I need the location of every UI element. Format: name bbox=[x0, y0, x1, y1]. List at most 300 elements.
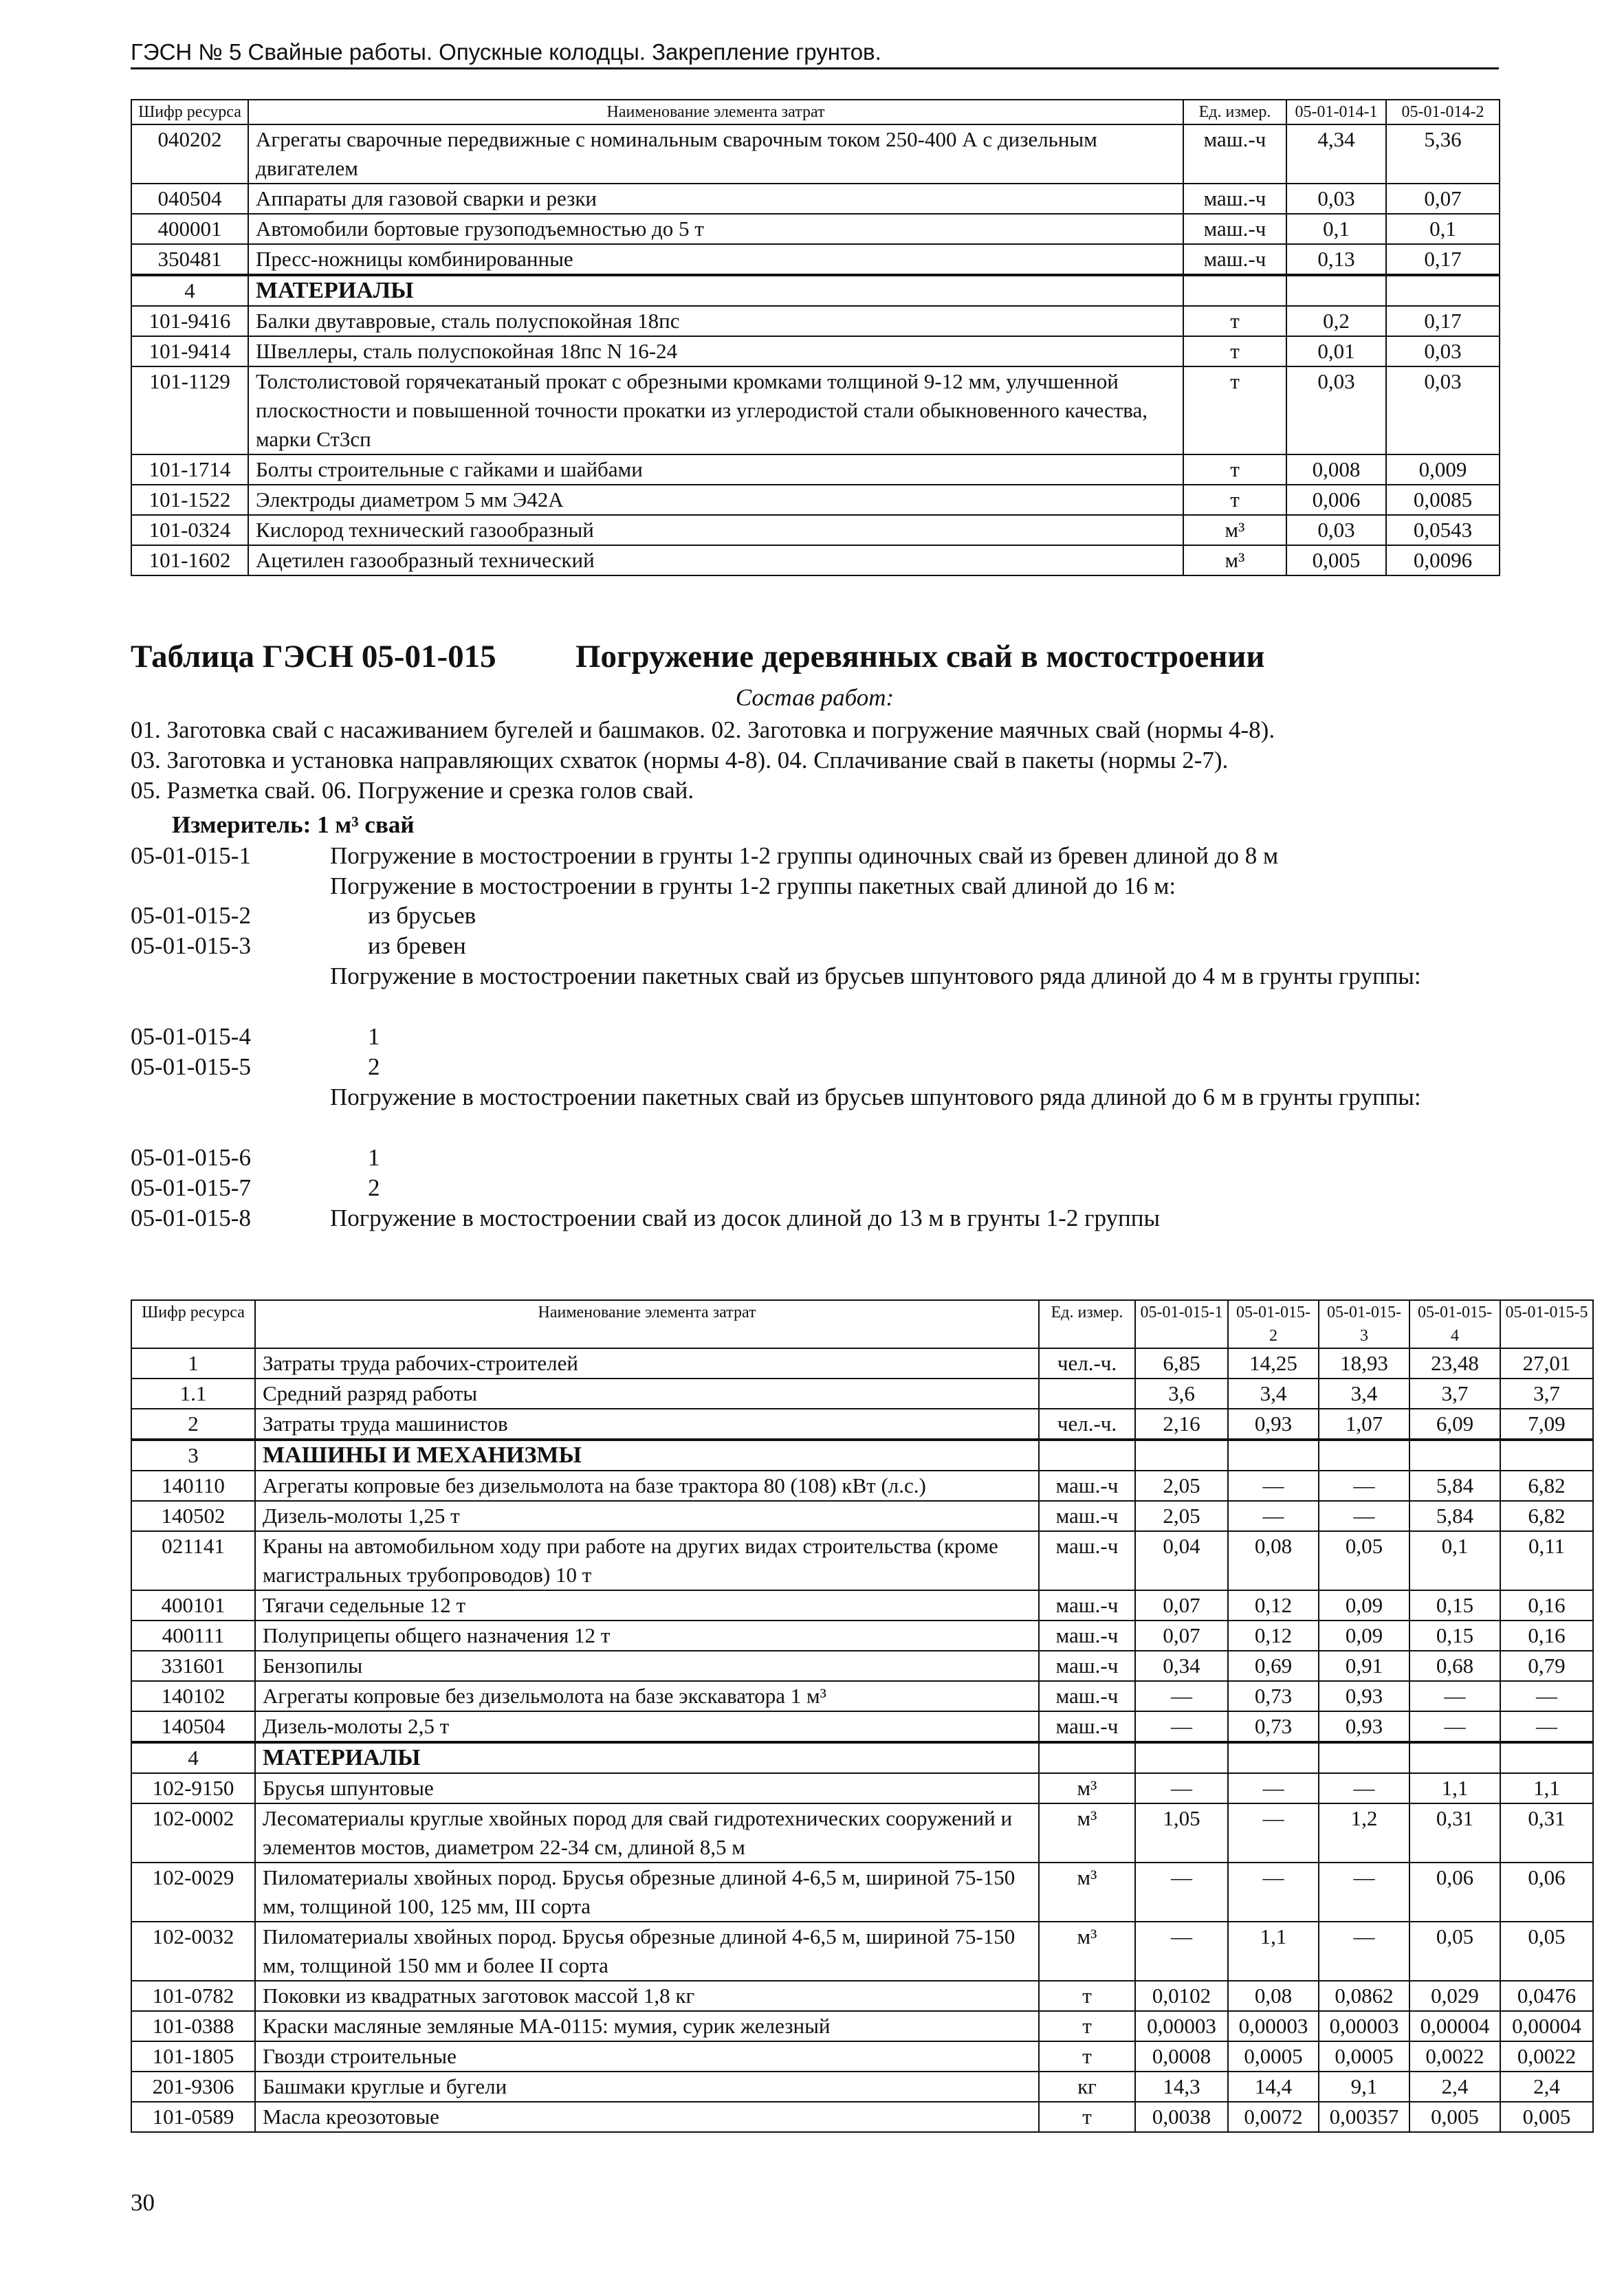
unit-cell bbox=[1039, 1379, 1135, 1409]
table-row bbox=[131, 1621, 1593, 1651]
unit-cell: маш.-ч bbox=[1039, 1711, 1135, 1742]
value-cell: 0,05 bbox=[1319, 1531, 1409, 1590]
resource-name: Поковки из квадратных заготовок массой 1,8 кг bbox=[255, 1981, 1039, 2011]
value-cell: 0,13 bbox=[1286, 244, 1386, 275]
value-cell: 0,34 bbox=[1135, 1651, 1228, 1681]
resource-code: 3 bbox=[131, 1440, 255, 1471]
value-cell bbox=[1386, 275, 1500, 306]
value-cell bbox=[1135, 1742, 1228, 1773]
resource-table-05-01-014 bbox=[131, 99, 1500, 576]
resource-code: 140102 bbox=[131, 1681, 255, 1711]
value-cell: 5,84 bbox=[1409, 1471, 1500, 1501]
value-cell: 0,005 bbox=[1500, 2102, 1593, 2132]
unit-cell: т bbox=[1183, 485, 1286, 515]
resource-name: Автомобили бортовые грузоподъемностью до 5 т bbox=[248, 214, 1183, 244]
resource-name: МАШИНЫ И МЕХАНИЗМЫ bbox=[255, 1440, 1039, 1471]
resource-name: Толстолистовой горячекатаный прокат с обрезными кромками толщиной 9-12 мм, улучшенной плоскостности и повышенной точности прокатки из углеродистой стали обыкновенного качества, марки Ст3сп bbox=[248, 366, 1183, 454]
table-row bbox=[131, 454, 1500, 485]
value-cell: 0,08 bbox=[1228, 1981, 1319, 2011]
unit-cell: чел.-ч. bbox=[1039, 1348, 1135, 1379]
resource-code: 102-0002 bbox=[131, 1803, 255, 1863]
value-cell: 0,03 bbox=[1386, 336, 1500, 366]
resource-name: Балки двутавровые, сталь полуспокойная 18пс bbox=[248, 306, 1183, 336]
value-cell: 0,029 bbox=[1409, 1981, 1500, 2011]
value-cell bbox=[1409, 1742, 1500, 1773]
resource-code: 101-1522 bbox=[131, 485, 248, 515]
value-cell: 0,15 bbox=[1409, 1621, 1500, 1651]
resource-code: 4 bbox=[131, 275, 248, 306]
resource-name: Пиломатериалы хвойных пород. Брусья обрезные длиной 4-6,5 м, шириной 75-150 мм, толщиной 100, 125 мм, III сорта bbox=[255, 1863, 1039, 1922]
resource-code: 4 bbox=[131, 1742, 255, 1773]
norm-code: 05-01-015-4 bbox=[131, 1023, 251, 1050]
value-cell: — bbox=[1319, 1863, 1409, 1922]
value-cell: 14,3 bbox=[1135, 2072, 1228, 2102]
unit-cell: маш.-ч bbox=[1183, 124, 1286, 184]
resource-name: Ацетилен газообразный технический bbox=[248, 545, 1183, 575]
value-cell: 0,93 bbox=[1319, 1681, 1409, 1711]
norm-text: из брусьев bbox=[368, 902, 476, 929]
unit-cell: кг bbox=[1039, 2072, 1135, 2102]
resource-code: 400101 bbox=[131, 1590, 255, 1621]
resource-name: МАТЕРИАЛЫ bbox=[255, 1742, 1039, 1773]
value-cell: 14,4 bbox=[1228, 2072, 1319, 2102]
unit-cell: т bbox=[1183, 336, 1286, 366]
resource-name: Гвозди строительные bbox=[255, 2041, 1039, 2072]
value-cell: 0,04 bbox=[1135, 1531, 1228, 1590]
table-row bbox=[131, 1409, 1593, 1440]
value-cell: 0,2 bbox=[1286, 306, 1386, 336]
page-number: 30 bbox=[131, 2189, 155, 2216]
unit-cell: т bbox=[1183, 306, 1286, 336]
value-cell: 0,05 bbox=[1409, 1922, 1500, 1981]
table-row bbox=[131, 1863, 1593, 1922]
value-cell: 2,05 bbox=[1135, 1501, 1228, 1531]
unit-cell: маш.-ч bbox=[1183, 244, 1286, 275]
unit-cell: т bbox=[1039, 2102, 1135, 2132]
resource-code: 102-0032 bbox=[131, 1922, 255, 1981]
table-section-row bbox=[131, 275, 1500, 306]
value-cell: 0,15 bbox=[1409, 1590, 1500, 1621]
value-cell: 27,01 bbox=[1500, 1348, 1593, 1379]
value-cell: — bbox=[1319, 1471, 1409, 1501]
value-cell: 0,00003 bbox=[1319, 2011, 1409, 2041]
value-cell: — bbox=[1500, 1711, 1593, 1742]
table-row bbox=[131, 545, 1500, 575]
resource-code: 350481 bbox=[131, 244, 248, 275]
norm-code: 05-01-015-5 bbox=[131, 1053, 251, 1080]
value-cell: 3,7 bbox=[1409, 1379, 1500, 1409]
unit-cell: маш.-ч bbox=[1039, 1681, 1135, 1711]
table-row bbox=[131, 366, 1500, 454]
unit-cell: м³ bbox=[1039, 1803, 1135, 1863]
unit-cell bbox=[1039, 1440, 1135, 1471]
value-cell: 0,07 bbox=[1135, 1590, 1228, 1621]
table-row bbox=[131, 1348, 1593, 1379]
resource-name: Масла креозотовые bbox=[255, 2102, 1039, 2132]
value-cell: 23,48 bbox=[1409, 1348, 1500, 1379]
value-cell: 3,4 bbox=[1319, 1379, 1409, 1409]
value-cell: 18,93 bbox=[1319, 1348, 1409, 1379]
value-cell bbox=[1286, 275, 1386, 306]
value-cell: 0,006 bbox=[1286, 485, 1386, 515]
norm-text: 1 bbox=[368, 1144, 380, 1171]
value-cell: 1,1 bbox=[1228, 1922, 1319, 1981]
resource-name: Затраты труда рабочих-строителей bbox=[255, 1348, 1039, 1379]
unit-cell: маш.-ч bbox=[1039, 1531, 1135, 1590]
resource-name: Аппараты для газовой сварки и резки bbox=[248, 184, 1183, 214]
value-cell: 0,0862 bbox=[1319, 1981, 1409, 2011]
unit-cell: маш.-ч bbox=[1039, 1621, 1135, 1651]
value-cell: — bbox=[1135, 1922, 1228, 1981]
resource-name: Тягачи седельные 12 т bbox=[255, 1590, 1039, 1621]
resource-name: Лесоматериалы круглые хвойных пород для свай гидротехнических сооружений и элементов мостов, диаметром 22-34 см, длиной 8,5 м bbox=[255, 1803, 1039, 1863]
measure-unit: Измеритель: 1 м³ свай bbox=[172, 811, 415, 838]
resource-name: Электроды диаметром 5 мм Э42А bbox=[248, 485, 1183, 515]
norm-text: Погружение в мостостроении пакетных свай из брусьев шпунтового ряда длиной до 4 м в грунты группы: bbox=[330, 963, 1421, 989]
value-cell: — bbox=[1135, 1681, 1228, 1711]
norm-text: Погружение в мостостроении свай из досок длиной до 13 м в грунты 1-2 группы bbox=[330, 1205, 1160, 1231]
value-cell: 0,0543 bbox=[1386, 515, 1500, 545]
resource-name: Дизель-молоты 1,25 т bbox=[255, 1501, 1039, 1531]
unit-cell bbox=[1183, 275, 1286, 306]
value-cell: 0,0005 bbox=[1319, 2041, 1409, 2072]
value-cell: 0,00357 bbox=[1319, 2102, 1409, 2132]
resource-name: Болты строительные с гайками и шайбами bbox=[248, 454, 1183, 485]
unit-cell bbox=[1039, 1742, 1135, 1773]
unit-cell: м³ bbox=[1183, 545, 1286, 575]
value-cell: — bbox=[1228, 1773, 1319, 1803]
resource-code: 140504 bbox=[131, 1711, 255, 1742]
resource-name: Брусья шпунтовые bbox=[255, 1773, 1039, 1803]
value-cell: 0,93 bbox=[1228, 1409, 1319, 1440]
col-header-norm-3: 05-01-015-3 bbox=[1319, 1300, 1409, 1348]
resource-code: 101-0782 bbox=[131, 1981, 255, 2011]
unit-cell: маш.-ч bbox=[1039, 1651, 1135, 1681]
unit-cell: м³ bbox=[1039, 1922, 1135, 1981]
table-row bbox=[131, 1590, 1593, 1621]
table-row bbox=[131, 1471, 1593, 1501]
value-cell: — bbox=[1135, 1863, 1228, 1922]
table-row bbox=[131, 306, 1500, 336]
col-header-unit: Ед. измер. bbox=[1183, 100, 1286, 124]
resource-code: 400001 bbox=[131, 214, 248, 244]
table-section-row bbox=[131, 1742, 1593, 1773]
value-cell: 0,05 bbox=[1500, 1922, 1593, 1981]
value-cell: 0,16 bbox=[1500, 1590, 1593, 1621]
resource-code: 101-1602 bbox=[131, 545, 248, 575]
resource-name: Бензопилы bbox=[255, 1651, 1039, 1681]
value-cell: 0,16 bbox=[1500, 1621, 1593, 1651]
value-cell: 0,0476 bbox=[1500, 1981, 1593, 2011]
col-header-norm-2: 05-01-015-2 bbox=[1228, 1300, 1319, 1348]
value-cell: 0,0038 bbox=[1135, 2102, 1228, 2132]
value-cell: 4,34 bbox=[1286, 124, 1386, 184]
value-cell: 0,07 bbox=[1135, 1621, 1228, 1651]
value-cell: 1,07 bbox=[1319, 1409, 1409, 1440]
norm-text: Погружение в мостостроении в грунты 1-2 группы пакетных свай длиной до 16 м: bbox=[330, 872, 1176, 899]
value-cell: 0,12 bbox=[1228, 1590, 1319, 1621]
resource-code: 2 bbox=[131, 1409, 255, 1440]
resource-code: 102-0029 bbox=[131, 1863, 255, 1922]
value-cell: 0,1 bbox=[1386, 214, 1500, 244]
value-cell: — bbox=[1500, 1681, 1593, 1711]
table-row bbox=[131, 124, 1500, 184]
table-row bbox=[131, 1803, 1593, 1863]
table-row bbox=[131, 485, 1500, 515]
value-cell: 1,1 bbox=[1409, 1773, 1500, 1803]
value-cell: — bbox=[1228, 1863, 1319, 1922]
value-cell: 0,0085 bbox=[1386, 485, 1500, 515]
norm-code: 05-01-015-8 bbox=[131, 1205, 251, 1231]
resource-code: 331601 bbox=[131, 1651, 255, 1681]
table-section-row bbox=[131, 1440, 1593, 1471]
value-cell: 0,31 bbox=[1500, 1803, 1593, 1863]
works-list bbox=[131, 715, 1499, 806]
value-cell: 0,69 bbox=[1228, 1651, 1319, 1681]
resource-name: Агрегаты сварочные передвижные с номинальным сварочным током 250-400 А с дизельным двигателем bbox=[248, 124, 1183, 184]
table-number: Таблица ГЭСН 05-01-015 bbox=[131, 639, 496, 674]
value-cell: 6,82 bbox=[1500, 1501, 1593, 1531]
resource-name: Полуприцепы общего назначения 12 т bbox=[255, 1621, 1039, 1651]
value-cell: — bbox=[1135, 1711, 1228, 1742]
table-row bbox=[131, 2011, 1593, 2041]
resource-name: Швеллеры, сталь полуспокойная 18пс N 16-24 bbox=[248, 336, 1183, 366]
value-cell: 0,005 bbox=[1286, 545, 1386, 575]
value-cell: 0,00004 bbox=[1500, 2011, 1593, 2041]
resource-name: Кислород технический газообразный bbox=[248, 515, 1183, 545]
value-cell: 5,36 bbox=[1386, 124, 1500, 184]
table-row bbox=[131, 2102, 1593, 2132]
value-cell: 0,00003 bbox=[1228, 2011, 1319, 2041]
resource-code: 101-1805 bbox=[131, 2041, 255, 2072]
value-cell: 0,00004 bbox=[1409, 2011, 1500, 2041]
table-row bbox=[131, 1651, 1593, 1681]
unit-cell: маш.-ч bbox=[1183, 214, 1286, 244]
resource-name: Башмаки круглые и бугели bbox=[255, 2072, 1039, 2102]
resource-name: Дизель-молоты 2,5 т bbox=[255, 1711, 1039, 1742]
value-cell: 1,1 bbox=[1500, 1773, 1593, 1803]
value-cell: 0,01 bbox=[1286, 336, 1386, 366]
value-cell: — bbox=[1228, 1501, 1319, 1531]
unit-cell: м³ bbox=[1183, 515, 1286, 545]
norm-code: 05-01-015-6 bbox=[131, 1144, 251, 1171]
col-header-name: Наименование элемента затрат bbox=[255, 1300, 1039, 1348]
unit-cell: т bbox=[1039, 2011, 1135, 2041]
norm-code: 05-01-015-7 bbox=[131, 1174, 251, 1201]
value-cell: 0,09 bbox=[1319, 1621, 1409, 1651]
unit-cell: маш.-ч bbox=[1039, 1501, 1135, 1531]
resource-name: Агрегаты копровые без дизельмолота на базе трактора 80 (108) кВт (л.с.) bbox=[255, 1471, 1039, 1501]
value-cell: 0,0102 bbox=[1135, 1981, 1228, 2011]
table-row bbox=[131, 336, 1500, 366]
resource-code: 1.1 bbox=[131, 1379, 255, 1409]
value-cell bbox=[1135, 1440, 1228, 1471]
resource-code: 101-0324 bbox=[131, 515, 248, 545]
running-header: ГЭСН № 5 Свайные работы. Опускные колодцы. Закрепление грунтов. bbox=[131, 37, 1499, 69]
value-cell: 0,0022 bbox=[1500, 2041, 1593, 2072]
value-cell: 2,16 bbox=[1135, 1409, 1228, 1440]
resource-table-05-01-015 bbox=[131, 1299, 1594, 2133]
resource-code: 102-9150 bbox=[131, 1773, 255, 1803]
norm-text: Погружение в мостостроении пакетных свай из брусьев шпунтового ряда длиной до 6 м в грунты группы: bbox=[330, 1084, 1421, 1110]
value-cell: 0,79 bbox=[1500, 1651, 1593, 1681]
col-header-code: Шифр ресурса bbox=[131, 100, 248, 124]
value-cell: — bbox=[1409, 1711, 1500, 1742]
resource-code: 1 bbox=[131, 1348, 255, 1379]
resource-name: Краски масляные земляные МА-0115: мумия, сурик железный bbox=[255, 2011, 1039, 2041]
value-cell bbox=[1228, 1742, 1319, 1773]
value-cell: 0,005 bbox=[1409, 2102, 1500, 2132]
unit-cell: маш.-ч bbox=[1183, 184, 1286, 214]
resource-name: Затраты труда машинистов bbox=[255, 1409, 1039, 1440]
value-cell: 2,4 bbox=[1500, 2072, 1593, 2102]
resource-code: 101-9414 bbox=[131, 336, 248, 366]
value-cell: 0,06 bbox=[1500, 1863, 1593, 1922]
value-cell: 0,009 bbox=[1386, 454, 1500, 485]
table-row bbox=[131, 1981, 1593, 2011]
col-header-norm-1: 05-01-015-1 bbox=[1135, 1300, 1228, 1348]
unit-cell: т bbox=[1183, 366, 1286, 454]
value-cell: — bbox=[1319, 1773, 1409, 1803]
value-cell: 0,91 bbox=[1319, 1651, 1409, 1681]
value-cell: 2,4 bbox=[1409, 2072, 1500, 2102]
resource-name: МАТЕРИАЛЫ bbox=[248, 275, 1183, 306]
value-cell: 0,31 bbox=[1409, 1803, 1500, 1863]
unit-cell: чел.-ч. bbox=[1039, 1409, 1135, 1440]
value-cell: 0,0096 bbox=[1386, 545, 1500, 575]
resource-code: 040202 bbox=[131, 124, 248, 184]
table-row bbox=[131, 1711, 1593, 1742]
value-cell: 6,82 bbox=[1500, 1471, 1593, 1501]
value-cell: 0,03 bbox=[1286, 366, 1386, 454]
value-cell: 3,7 bbox=[1500, 1379, 1593, 1409]
unit-cell: т bbox=[1039, 2041, 1135, 2072]
resource-code: 101-9416 bbox=[131, 306, 248, 336]
value-cell: 0,03 bbox=[1286, 184, 1386, 214]
value-cell: — bbox=[1135, 1773, 1228, 1803]
value-cell: 6,09 bbox=[1409, 1409, 1500, 1440]
works-heading: Состав работ: bbox=[735, 684, 895, 711]
works-line: 03. Заготовка и установка направляющих схваток (нормы 4-8). 04. Сплачивание свай в пакеты (нормы 2-7). bbox=[131, 747, 1229, 773]
table-row bbox=[131, 1531, 1593, 1590]
value-cell: 2,05 bbox=[1135, 1471, 1228, 1501]
norm-code: 05-01-015-2 bbox=[131, 902, 251, 929]
value-cell: — bbox=[1228, 1471, 1319, 1501]
unit-cell: м³ bbox=[1039, 1863, 1135, 1922]
unit-cell: т bbox=[1183, 454, 1286, 485]
value-cell: 0,0022 bbox=[1409, 2041, 1500, 2072]
resource-name: Пиломатериалы хвойных пород. Брусья обрезные длиной 4-6,5 м, шириной 75-150 мм, толщиной 150 мм и более II сорта bbox=[255, 1922, 1039, 1981]
value-cell bbox=[1500, 1440, 1593, 1471]
col-header-norm-1: 05-01-014-1 bbox=[1286, 100, 1386, 124]
table-row bbox=[131, 1773, 1593, 1803]
value-cell: 0,73 bbox=[1228, 1681, 1319, 1711]
value-cell: 0,17 bbox=[1386, 306, 1500, 336]
table-row bbox=[131, 184, 1500, 214]
value-cell bbox=[1319, 1440, 1409, 1471]
value-cell: 0,07 bbox=[1386, 184, 1500, 214]
value-cell: 0,0005 bbox=[1228, 2041, 1319, 2072]
resource-code: 400111 bbox=[131, 1621, 255, 1651]
table-row bbox=[131, 1501, 1593, 1531]
value-cell: 5,84 bbox=[1409, 1501, 1500, 1531]
resource-code: 021141 bbox=[131, 1531, 255, 1590]
value-cell: 0,008 bbox=[1286, 454, 1386, 485]
value-cell: 0,03 bbox=[1386, 366, 1500, 454]
value-cell bbox=[1319, 1742, 1409, 1773]
value-cell: 3,6 bbox=[1135, 1379, 1228, 1409]
value-cell: 0,73 bbox=[1228, 1711, 1319, 1742]
value-cell: 14,25 bbox=[1228, 1348, 1319, 1379]
value-cell: — bbox=[1319, 1922, 1409, 1981]
unit-cell: маш.-ч bbox=[1039, 1471, 1135, 1501]
value-cell: 0,00003 bbox=[1135, 2011, 1228, 2041]
norm-text: 1 bbox=[368, 1023, 380, 1050]
table-row bbox=[131, 214, 1500, 244]
resource-code: 040504 bbox=[131, 184, 248, 214]
table-row bbox=[131, 2072, 1593, 2102]
value-cell: 0,03 bbox=[1286, 515, 1386, 545]
unit-cell: м³ bbox=[1039, 1773, 1135, 1803]
resource-name: Краны на автомобильном ходу при работе на других видах строительства (кроме магистральных трубопроводов) 10 т bbox=[255, 1531, 1039, 1590]
value-cell: 1,2 bbox=[1319, 1803, 1409, 1863]
value-cell: — bbox=[1228, 1803, 1319, 1863]
value-cell: — bbox=[1409, 1681, 1500, 1711]
norm-code: 05-01-015-3 bbox=[131, 932, 251, 959]
resource-code: 101-0388 bbox=[131, 2011, 255, 2041]
value-cell: 3,4 bbox=[1228, 1379, 1319, 1409]
norm-text: 2 bbox=[368, 1053, 380, 1080]
unit-cell: т bbox=[1039, 1981, 1135, 2011]
value-cell: 0,0072 bbox=[1228, 2102, 1319, 2132]
col-header-norm-4: 05-01-015-4 bbox=[1409, 1300, 1500, 1348]
value-cell bbox=[1409, 1440, 1500, 1471]
value-cell: 6,85 bbox=[1135, 1348, 1228, 1379]
resource-code: 101-0589 bbox=[131, 2102, 255, 2132]
value-cell: — bbox=[1319, 1501, 1409, 1531]
value-cell: 0,0008 bbox=[1135, 2041, 1228, 2072]
col-header-name: Наименование элемента затрат bbox=[248, 100, 1183, 124]
resource-code: 140110 bbox=[131, 1471, 255, 1501]
works-line: 05. Разметка свай. 06. Погружение и срезка голов свай. bbox=[131, 777, 694, 804]
table-row bbox=[131, 515, 1500, 545]
resource-code: 101-1129 bbox=[131, 366, 248, 454]
value-cell: 0,68 bbox=[1409, 1651, 1500, 1681]
value-cell: 0,12 bbox=[1228, 1621, 1319, 1651]
value-cell: 0,06 bbox=[1409, 1863, 1500, 1922]
table-name: Погружение деревянных свай в мостостроении bbox=[575, 639, 1265, 674]
col-header-code: Шифр ресурса bbox=[131, 1300, 255, 1348]
value-cell: 9,1 bbox=[1319, 2072, 1409, 2102]
value-cell: 0,09 bbox=[1319, 1590, 1409, 1621]
table-row bbox=[131, 244, 1500, 275]
resource-code: 101-1714 bbox=[131, 454, 248, 485]
table-row bbox=[131, 1922, 1593, 1981]
resource-code: 140502 bbox=[131, 1501, 255, 1531]
norm-code: 05-01-015-1 bbox=[131, 842, 251, 869]
norm-text: Погружение в мостостроении в грунты 1-2 группы одиночных свай из бревен длиной до 8 м bbox=[330, 842, 1279, 869]
value-cell bbox=[1500, 1742, 1593, 1773]
resource-name: Средний разряд работы bbox=[255, 1379, 1039, 1409]
value-cell: 7,09 bbox=[1500, 1409, 1593, 1440]
table-row bbox=[131, 2041, 1593, 2072]
works-line: 01. Заготовка свай с насаживанием бугелей и башмаков. 02. Заготовка и погружение маячных свай (нормы 4-8). bbox=[131, 716, 1275, 743]
value-cell: 0,17 bbox=[1386, 244, 1500, 275]
value-cell: 0,11 bbox=[1500, 1531, 1593, 1590]
value-cell: 0,1 bbox=[1409, 1531, 1500, 1590]
resource-code: 201-9306 bbox=[131, 2072, 255, 2102]
col-header-unit: Ед. измер. bbox=[1039, 1300, 1135, 1348]
